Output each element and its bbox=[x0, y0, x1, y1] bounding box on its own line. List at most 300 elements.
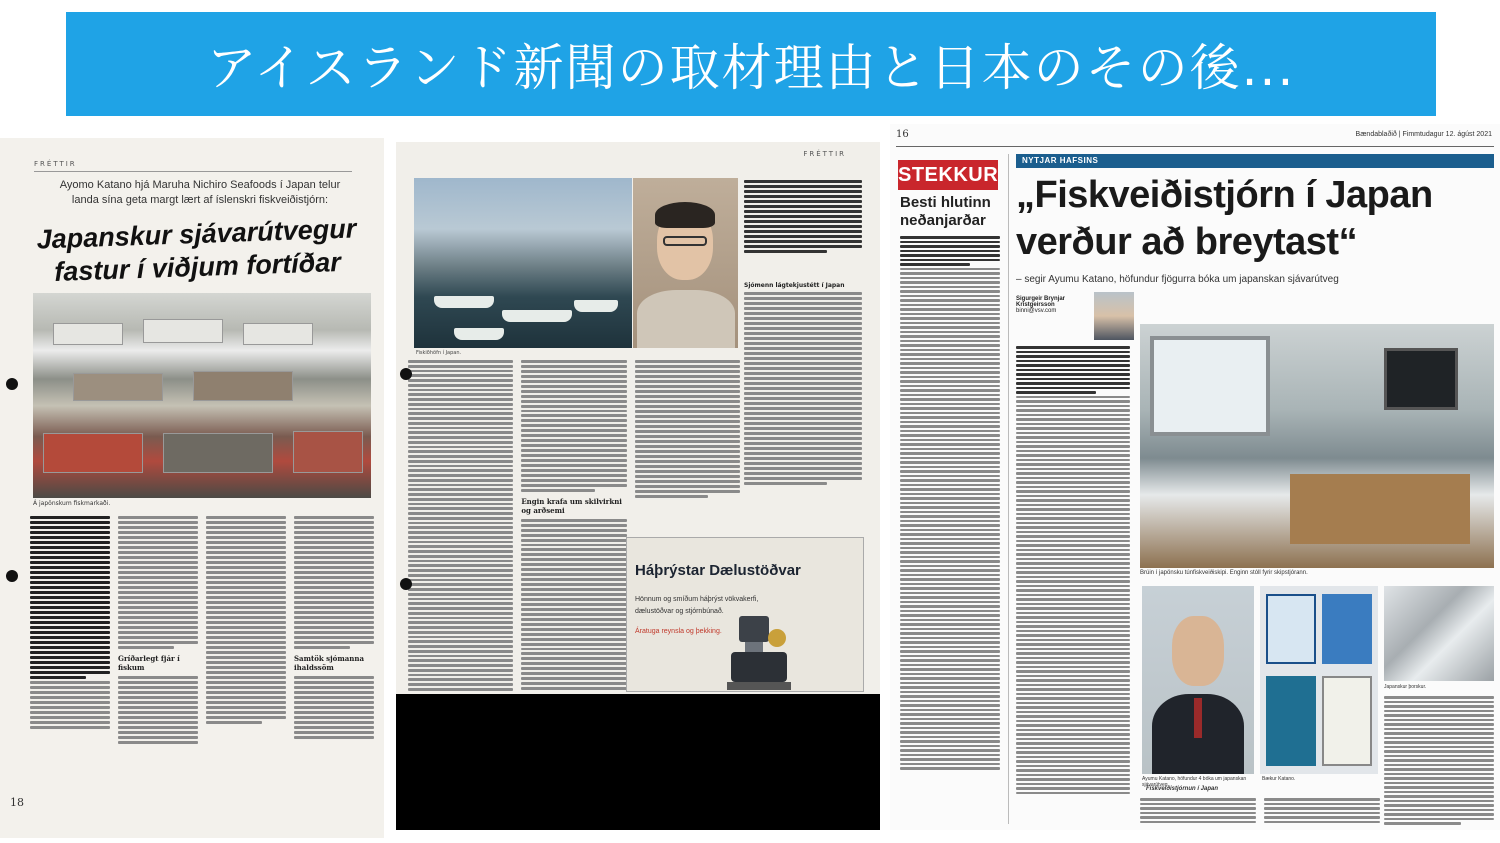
text-line bbox=[408, 417, 513, 420]
byline-name: Sigurgeir Brynjar Kristgeirsson bbox=[1016, 296, 1066, 308]
text-line bbox=[1384, 800, 1494, 803]
text-line bbox=[900, 565, 1000, 568]
text-line bbox=[900, 628, 1000, 631]
text-line bbox=[1384, 795, 1494, 798]
text-line bbox=[744, 307, 862, 310]
text-line bbox=[30, 636, 110, 639]
text-line bbox=[900, 286, 1000, 289]
text-line bbox=[118, 621, 198, 624]
text-line bbox=[1016, 688, 1130, 691]
text-line bbox=[408, 446, 513, 449]
text-line bbox=[900, 542, 1000, 545]
text-line bbox=[744, 432, 862, 435]
text-line bbox=[30, 666, 110, 669]
text-line bbox=[1384, 764, 1494, 767]
text-line bbox=[1016, 702, 1130, 705]
text-line bbox=[294, 676, 374, 679]
text-line bbox=[294, 686, 374, 689]
text-line bbox=[294, 536, 374, 539]
divider bbox=[896, 146, 1494, 147]
headline-line-1: Japanskur sjávarútvegur bbox=[36, 213, 357, 255]
text-line bbox=[408, 536, 513, 539]
text-line bbox=[1384, 737, 1494, 740]
text-line bbox=[30, 691, 110, 694]
binder-hole bbox=[400, 578, 412, 590]
text-line bbox=[206, 566, 286, 569]
katano-portrait bbox=[633, 178, 738, 348]
text-line bbox=[1384, 732, 1494, 735]
text-line bbox=[118, 731, 198, 734]
text-line bbox=[1016, 549, 1130, 552]
text-line bbox=[30, 646, 110, 649]
text-line bbox=[30, 541, 110, 544]
text-line bbox=[1016, 571, 1130, 574]
text-line bbox=[521, 464, 626, 467]
text-line bbox=[30, 616, 110, 619]
text-line bbox=[30, 521, 110, 524]
text-line bbox=[521, 603, 626, 606]
text-line bbox=[900, 439, 1000, 442]
text-line bbox=[30, 721, 110, 724]
text-line bbox=[408, 593, 513, 596]
text-line bbox=[206, 631, 286, 634]
text-line bbox=[30, 671, 110, 674]
text-line bbox=[408, 389, 513, 392]
text-line bbox=[294, 551, 374, 554]
text-line bbox=[408, 655, 513, 658]
text-line bbox=[744, 417, 862, 420]
text-line bbox=[900, 695, 1000, 698]
text-line bbox=[1384, 750, 1494, 753]
text-line bbox=[521, 657, 626, 660]
text-line bbox=[635, 375, 740, 378]
text-column bbox=[1140, 798, 1256, 830]
text-line bbox=[744, 220, 862, 223]
text-line bbox=[206, 556, 286, 559]
text-line bbox=[408, 460, 513, 463]
text-line bbox=[1264, 812, 1380, 815]
text-line bbox=[30, 601, 110, 604]
text-line bbox=[1384, 714, 1494, 717]
portrait-glasses bbox=[663, 236, 707, 246]
text-line bbox=[30, 576, 110, 579]
text-line bbox=[900, 704, 1000, 707]
text-line bbox=[30, 686, 110, 689]
article-column bbox=[1016, 346, 1130, 824]
text-line bbox=[1016, 418, 1130, 421]
text-line bbox=[408, 408, 513, 411]
binder-hole bbox=[400, 368, 412, 380]
fish-crate bbox=[293, 431, 363, 473]
text-line bbox=[30, 621, 110, 624]
text-line bbox=[1016, 540, 1130, 543]
text-line bbox=[294, 606, 374, 609]
text-line bbox=[900, 448, 1000, 451]
text-line bbox=[118, 606, 198, 609]
text-line bbox=[1384, 818, 1494, 821]
text-line bbox=[1016, 747, 1130, 750]
text-line bbox=[30, 726, 110, 729]
text-line bbox=[521, 628, 626, 631]
text-line bbox=[635, 400, 740, 403]
text-line bbox=[1016, 648, 1130, 651]
text-line bbox=[206, 516, 286, 519]
text-line bbox=[744, 312, 862, 315]
text-line bbox=[408, 574, 513, 577]
text-line bbox=[900, 551, 1000, 554]
text-line bbox=[1016, 684, 1130, 687]
text-line bbox=[521, 444, 626, 447]
text-line bbox=[1016, 769, 1130, 772]
text-line bbox=[294, 706, 374, 709]
slide-title: アイスランド新聞の取材理由と日本のその後... bbox=[206, 39, 1296, 97]
text-line bbox=[1016, 387, 1130, 390]
text-line bbox=[408, 474, 513, 477]
text-line bbox=[744, 482, 827, 485]
text-line bbox=[294, 581, 374, 584]
text-line bbox=[900, 304, 1000, 307]
text-line bbox=[521, 424, 626, 427]
text-line bbox=[408, 455, 513, 458]
fish-crate bbox=[143, 319, 223, 343]
headline-line-1: „Fiskveiðistjórn í Japan bbox=[1016, 174, 1433, 216]
text-line bbox=[900, 506, 1000, 509]
text-line bbox=[521, 469, 626, 472]
text-line bbox=[1384, 710, 1494, 713]
text-line bbox=[744, 297, 862, 300]
text-line bbox=[900, 614, 1000, 617]
text-line bbox=[744, 412, 862, 415]
text-line bbox=[744, 322, 862, 325]
text-line bbox=[1140, 812, 1256, 815]
text-line bbox=[1016, 414, 1130, 417]
book-cover bbox=[1322, 594, 1372, 664]
text-line bbox=[1016, 360, 1130, 363]
text-line bbox=[118, 716, 198, 719]
text-line bbox=[1016, 783, 1130, 786]
text-line bbox=[408, 678, 513, 681]
text-line bbox=[521, 429, 626, 432]
text-line bbox=[408, 564, 513, 567]
text-line bbox=[1264, 821, 1380, 824]
text-line bbox=[900, 277, 1000, 280]
text-line bbox=[30, 641, 110, 644]
text-line bbox=[118, 521, 198, 524]
text-line bbox=[118, 571, 198, 574]
text-line bbox=[408, 588, 513, 591]
text-line bbox=[521, 553, 626, 556]
subhead: Engin krafa um skilvirkni og arðsemi bbox=[521, 496, 622, 515]
text-line bbox=[408, 465, 513, 468]
text-line bbox=[635, 390, 740, 393]
text-line bbox=[900, 538, 1000, 541]
text-line bbox=[900, 443, 1000, 446]
text-line bbox=[1384, 804, 1494, 807]
text-line bbox=[1016, 697, 1130, 700]
text-line bbox=[30, 536, 110, 539]
text-line bbox=[744, 185, 862, 188]
column-rule bbox=[1008, 154, 1009, 824]
text-line bbox=[206, 576, 286, 579]
text-line bbox=[206, 616, 286, 619]
photo-caption: Fiskiðhöfn í Japan. bbox=[416, 350, 462, 356]
text-line bbox=[408, 674, 513, 677]
text-line bbox=[30, 706, 110, 709]
text-line bbox=[900, 722, 1000, 725]
subhead: Gríðarlegt fjár í fiskum bbox=[118, 654, 180, 672]
text-line bbox=[118, 536, 198, 539]
text-line bbox=[294, 631, 374, 634]
text-line bbox=[206, 696, 286, 699]
text-line bbox=[408, 598, 513, 601]
text-line bbox=[900, 452, 1000, 455]
text-line bbox=[744, 442, 862, 445]
text-line bbox=[30, 626, 110, 629]
text-line bbox=[408, 626, 513, 629]
text-line bbox=[118, 581, 198, 584]
text-column bbox=[521, 360, 626, 690]
text-line bbox=[900, 470, 1000, 473]
text-line bbox=[1016, 477, 1130, 480]
text-line bbox=[521, 643, 626, 646]
text-line bbox=[635, 455, 740, 458]
text-line bbox=[900, 241, 1000, 244]
text-line bbox=[1384, 741, 1494, 744]
text-line bbox=[408, 512, 513, 515]
text-line bbox=[900, 263, 970, 266]
text-line bbox=[408, 450, 513, 453]
text-line bbox=[294, 696, 374, 699]
text-line bbox=[635, 460, 740, 463]
text-line bbox=[408, 517, 513, 520]
text-column bbox=[1016, 346, 1130, 794]
text-line bbox=[294, 691, 374, 694]
text-line bbox=[206, 691, 286, 694]
text-line bbox=[206, 551, 286, 554]
text-line bbox=[521, 568, 626, 571]
text-line bbox=[1016, 720, 1130, 723]
article-headline bbox=[1016, 172, 1496, 266]
text-line bbox=[294, 516, 374, 519]
text-line bbox=[900, 326, 1000, 329]
text-line bbox=[1016, 535, 1130, 538]
text-line bbox=[900, 668, 1000, 671]
text-line bbox=[521, 370, 626, 373]
text-line bbox=[408, 560, 513, 563]
text-line bbox=[408, 403, 513, 406]
text-line bbox=[408, 374, 513, 377]
text-line bbox=[1016, 472, 1130, 475]
text-line bbox=[1384, 719, 1494, 722]
text-line bbox=[521, 385, 626, 388]
text-line bbox=[900, 434, 1000, 437]
text-line bbox=[294, 716, 374, 719]
text-line bbox=[30, 681, 110, 684]
text-line bbox=[900, 533, 1000, 536]
author-photo bbox=[1094, 292, 1134, 340]
text-column bbox=[294, 516, 374, 786]
text-line bbox=[118, 531, 198, 534]
title-banner bbox=[66, 12, 1436, 116]
text-line bbox=[408, 379, 513, 382]
text-line bbox=[294, 541, 374, 544]
stekkur-label: STEKKUR bbox=[898, 160, 998, 190]
text-line bbox=[900, 358, 1000, 361]
text-line bbox=[521, 375, 626, 378]
text-line bbox=[900, 259, 1000, 262]
text-column bbox=[30, 516, 110, 786]
text-line bbox=[900, 502, 1000, 505]
photo-caption: Japanskur þorskur. bbox=[1384, 684, 1427, 690]
byline bbox=[1016, 296, 1094, 314]
text-line bbox=[294, 561, 374, 564]
ship-bridge-photo bbox=[1140, 324, 1494, 568]
text-line bbox=[744, 437, 862, 440]
text-line bbox=[1016, 486, 1130, 489]
text-line bbox=[30, 656, 110, 659]
text-line bbox=[1016, 607, 1130, 610]
fish-crate bbox=[243, 323, 313, 345]
text-line bbox=[118, 526, 198, 529]
text-line bbox=[744, 327, 862, 330]
text-line bbox=[744, 337, 862, 340]
text-line bbox=[744, 347, 862, 350]
text-line bbox=[1016, 481, 1130, 484]
text-line bbox=[521, 682, 626, 685]
text-line bbox=[408, 522, 513, 525]
text-line bbox=[30, 596, 110, 599]
text-line bbox=[1016, 531, 1130, 534]
text-line bbox=[118, 561, 198, 564]
text-line bbox=[900, 394, 1000, 397]
text-line bbox=[1016, 666, 1130, 669]
text-line bbox=[900, 556, 1000, 559]
text-column bbox=[900, 236, 1000, 770]
text-line bbox=[294, 596, 374, 599]
text-line bbox=[744, 240, 862, 243]
text-line bbox=[118, 556, 198, 559]
text-line bbox=[900, 335, 1000, 338]
newspaper-page-1 bbox=[0, 138, 384, 838]
stekkur-headline: Besti hlutinn neðanjarðar bbox=[900, 194, 991, 229]
text-line bbox=[1016, 504, 1130, 507]
text-line bbox=[1016, 432, 1130, 435]
text-line bbox=[118, 626, 198, 629]
text-line bbox=[294, 566, 374, 569]
text-column bbox=[744, 180, 862, 253]
text-line bbox=[900, 322, 1000, 325]
text-line bbox=[1016, 675, 1130, 678]
text-line bbox=[1016, 639, 1130, 642]
text-line bbox=[900, 650, 1000, 653]
text-line bbox=[521, 479, 626, 482]
text-line bbox=[206, 686, 286, 689]
text-line bbox=[521, 380, 626, 383]
text-line bbox=[408, 469, 513, 472]
text-line bbox=[1384, 755, 1494, 758]
text-line bbox=[206, 651, 286, 654]
text-line bbox=[521, 548, 626, 551]
text-line bbox=[635, 430, 740, 433]
side-column bbox=[744, 292, 862, 485]
text-line bbox=[294, 621, 374, 624]
subhead: Samtök sjómanna ihaldssöm bbox=[294, 654, 364, 672]
text-line bbox=[206, 721, 262, 724]
text-line bbox=[408, 612, 513, 615]
text-line bbox=[521, 544, 626, 547]
text-line bbox=[900, 700, 1000, 703]
text-line bbox=[1016, 436, 1130, 439]
text-line bbox=[294, 736, 374, 739]
text-line bbox=[635, 415, 740, 418]
text-column bbox=[1264, 798, 1380, 830]
text-line bbox=[1016, 450, 1130, 453]
text-line bbox=[521, 593, 626, 596]
text-line bbox=[408, 583, 513, 586]
text-line bbox=[900, 421, 1000, 424]
text-line bbox=[294, 636, 374, 639]
text-line bbox=[408, 531, 513, 534]
text-line bbox=[1016, 760, 1130, 763]
text-line bbox=[30, 566, 110, 569]
text-line bbox=[118, 546, 198, 549]
text-line bbox=[408, 412, 513, 415]
text-line bbox=[1016, 400, 1130, 403]
text-line bbox=[206, 706, 286, 709]
text-line bbox=[900, 583, 1000, 586]
text-line bbox=[1384, 822, 1461, 825]
text-line bbox=[900, 736, 1000, 739]
text-line bbox=[900, 596, 1000, 599]
text-line bbox=[294, 576, 374, 579]
text-line bbox=[1140, 803, 1256, 806]
text-line bbox=[118, 591, 198, 594]
text-line bbox=[294, 616, 374, 619]
text-line bbox=[30, 676, 86, 679]
text-line bbox=[521, 439, 626, 442]
text-line bbox=[744, 302, 862, 305]
text-line bbox=[744, 215, 862, 218]
text-line bbox=[1384, 777, 1494, 780]
text-line bbox=[1384, 705, 1494, 708]
text-line bbox=[521, 672, 626, 675]
text-line bbox=[635, 480, 740, 483]
text-line bbox=[1016, 382, 1130, 385]
text-line bbox=[408, 526, 513, 529]
text-line bbox=[118, 691, 198, 694]
text-line bbox=[744, 250, 827, 253]
text-line bbox=[206, 676, 286, 679]
text-line bbox=[900, 254, 1000, 257]
text-line bbox=[744, 392, 862, 395]
ad-line: dælustöðvar og stjórnbúnað. bbox=[635, 608, 724, 615]
scan-shadow bbox=[396, 694, 880, 830]
text-line bbox=[1384, 728, 1494, 731]
text-line bbox=[206, 526, 286, 529]
text-line bbox=[118, 596, 198, 599]
text-line bbox=[635, 450, 740, 453]
text-line bbox=[118, 681, 198, 684]
text-line bbox=[521, 519, 626, 522]
text-line bbox=[1384, 773, 1494, 776]
text-line bbox=[1016, 391, 1096, 394]
text-line bbox=[900, 664, 1000, 667]
text-line bbox=[521, 434, 626, 437]
text-line bbox=[900, 754, 1000, 757]
text-line bbox=[294, 701, 374, 704]
text-line bbox=[1016, 774, 1130, 777]
text-line bbox=[900, 592, 1000, 595]
